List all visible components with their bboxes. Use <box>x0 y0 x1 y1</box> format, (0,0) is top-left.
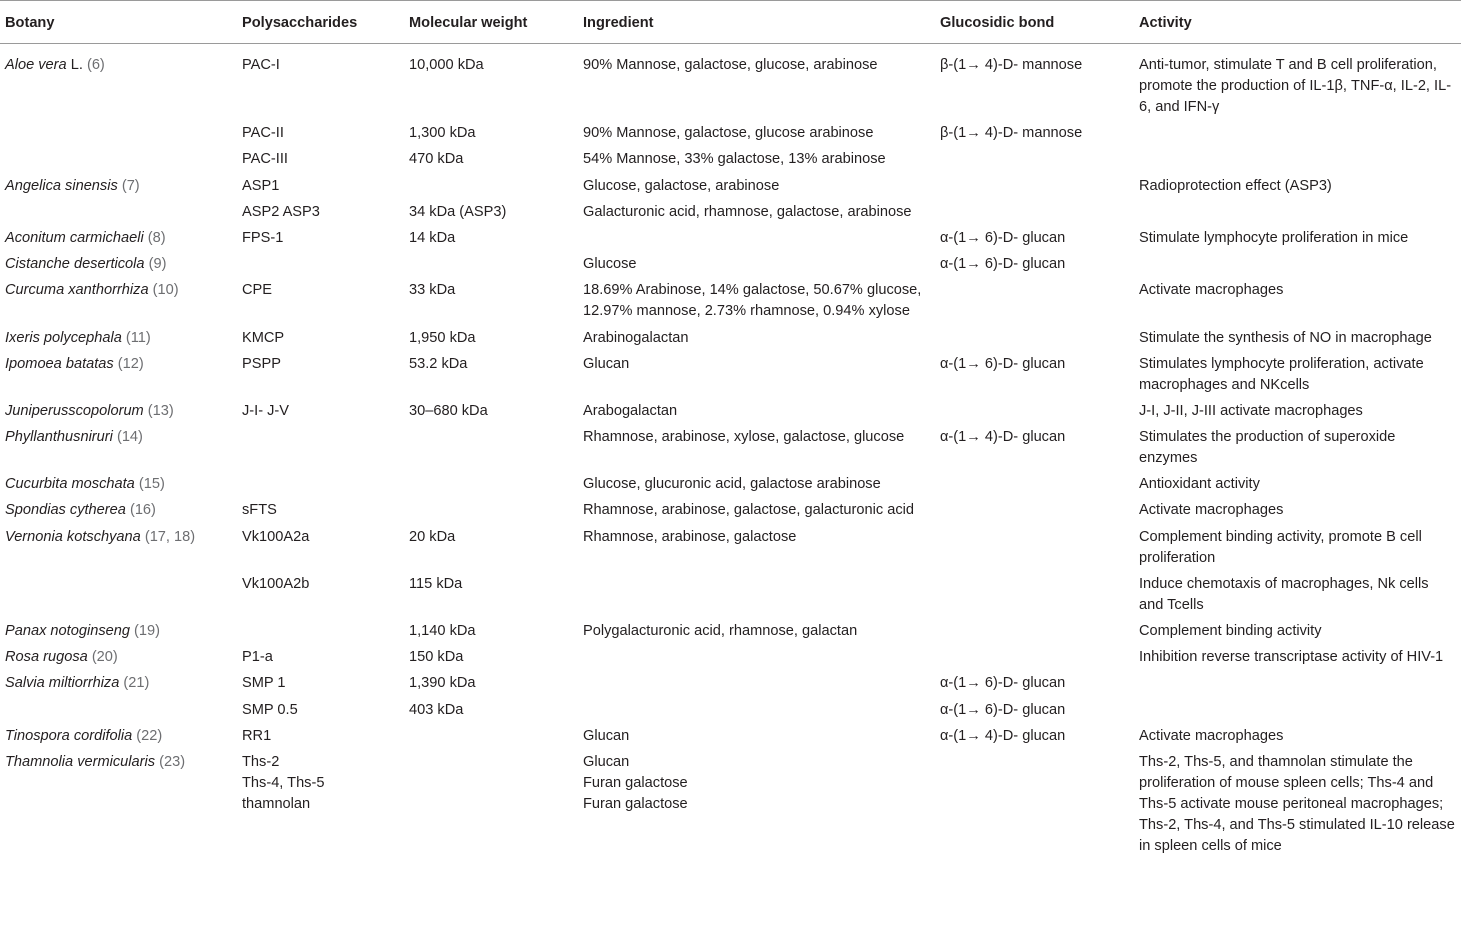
molecular-weight-cell: 14 kDa <box>409 229 456 246</box>
activity-cell: Antioxidant activity <box>1139 476 1260 493</box>
botany-name: Juniperusscopolorum <box>5 402 144 419</box>
glucosidic-bond-cell <box>935 173 1134 199</box>
reference-number: (19) <box>134 623 160 639</box>
molecular-weight-cell: 403 kDa <box>409 701 464 718</box>
table-row <box>0 199 1461 225</box>
botany-name: Aloe vera <box>5 57 67 73</box>
reference-number: (11) <box>125 329 151 346</box>
activity-cell: J-I, J-II, J-III activate macrophages <box>1139 402 1363 419</box>
reference-number: (21) <box>123 675 150 692</box>
molecular-weight-cell <box>404 252 578 278</box>
activity-cell: Complement binding activity, promote B cell proliferation <box>1139 528 1422 566</box>
botany-name: Panax notoginseng <box>5 623 130 639</box>
ingredient-cell <box>578 645 935 671</box>
botany-name: Cucurbita moschata <box>5 476 135 493</box>
botany-cell <box>0 645 237 671</box>
polysaccharide-cell <box>237 749 404 859</box>
polysaccharide-cell: Vk100A2a <box>242 528 310 545</box>
polysaccharide-cell: Vk100A2b <box>242 575 310 592</box>
molecular-weight-cell <box>404 498 578 524</box>
activity-cell: Activate macrophages <box>1139 502 1284 519</box>
activity-cell <box>1134 671 1461 697</box>
glucosidic-bond-cell <box>935 498 1134 524</box>
activity-cell: Stimulates lymphocyte proliferation, activate macrophages and NKcells <box>1139 355 1424 393</box>
glucosidic-bond-cell: α-(1→ 4)-D- glucan <box>940 727 1066 744</box>
table-row <box>0 278 1461 325</box>
botany-cell <box>0 325 237 351</box>
activity-cell: Anti-tumor, stimulate T and B cell proliferation, promote the production of IL-1β, TNF-α, IL-2, IL-6, and IFN-γ <box>1139 57 1452 115</box>
glucosidic-bond-cell: α-(1→ 6)-D- glucan <box>940 256 1066 273</box>
activity-cell: Activate macrophages <box>1139 727 1284 744</box>
reference-number: (15) <box>138 476 165 493</box>
botany-name: Salvia miltiorrhiza <box>5 675 120 692</box>
molecular-weight-cell: 1,390 kDa <box>409 675 476 692</box>
reference-number: (12) <box>117 355 144 372</box>
ingredient-line: Furan galactose <box>583 774 688 791</box>
activity-cell: Induce chemotaxis of macrophages, Nk cells and Tcells <box>1139 575 1429 613</box>
header-polysaccharides: Polysaccharides <box>242 15 358 31</box>
table-row <box>0 749 1461 859</box>
ingredient-line: Glucan <box>583 753 630 770</box>
ingredient-cell: Arabogalactan <box>583 402 678 419</box>
polysaccharide-cell: PAC-II <box>242 125 284 142</box>
botany-cell <box>0 44 237 121</box>
polysaccharide-cell: PAC-III <box>242 151 288 168</box>
molecular-weight-cell <box>404 472 578 498</box>
ingredient-cell <box>578 571 935 618</box>
ingredient-cell: Rhamnose, arabinose, galactose <box>583 528 797 545</box>
botany-name: Tinospora cordifolia <box>5 727 133 744</box>
ingredient-cell: Glucose, glucuronic acid, galactose arabinose <box>583 476 881 493</box>
polysaccharide-line: Ths-2 <box>242 753 280 770</box>
reference-number: (17, 18) <box>144 528 196 545</box>
glucosidic-bond-cell <box>935 199 1134 225</box>
activity-cell: Ths-2, Ths-5, and thamnolan stimulate the proliferation of mouse spleen cells; Ths-4 and Ths-5 activate mouse peritoneal macrophages; Ths-2, Ths-4, and Ths-5 stimulated IL-10 release in spleen cells of mice <box>1139 753 1455 854</box>
molecular-weight-cell: 150 kDa <box>409 649 464 666</box>
polysaccharide-cell <box>237 424 404 471</box>
ingredient-cell: Rhamnose, arabinose, galactose, galacturonic acid <box>583 502 914 519</box>
botany-cell <box>0 749 237 859</box>
ingredient-cell: Arabinogalactan <box>583 329 689 346</box>
botany-name: Aconitum carmichaeli <box>5 229 144 246</box>
polysaccharide-cell: CPE <box>242 282 273 299</box>
botany-cell <box>0 498 237 524</box>
polysaccharide-cell: ASP2 ASP3 <box>242 203 320 220</box>
header-row <box>0 1 1461 44</box>
table-row <box>0 571 1461 618</box>
ingredient-cell: Galacturonic acid, rhamnose, galactose, arabinose <box>583 203 912 220</box>
glucosidic-bond-cell <box>935 571 1134 618</box>
glucosidic-bond-cell: β-(1→ 4)-D- mannose <box>940 125 1083 142</box>
activity-cell <box>1134 121 1461 147</box>
reference-number: (13) <box>147 402 174 419</box>
glucosidic-bond-cell <box>935 398 1134 424</box>
header-activity: Activity <box>1139 15 1192 31</box>
glucosidic-bond-cell: α-(1→ 6)-D- glucan <box>940 229 1066 246</box>
molecular-weight-cell: 30–680 kDa <box>409 402 488 419</box>
polysaccharide-cell <box>237 472 404 498</box>
reference-number: (16) <box>129 502 156 519</box>
glucosidic-bond-cell: α-(1→ 4)-D- glucan <box>940 429 1066 446</box>
header-ingredient: Ingredient <box>583 15 654 31</box>
reference-number: (14) <box>116 429 143 446</box>
ingredient-cell: 18.69% Arabinose, 14% galactose, 50.67% glucose, 12.97% mannose, 2.73% rhamnose, 0.94% xylose <box>583 282 922 320</box>
molecular-weight-cell: 1,140 kDa <box>409 623 476 639</box>
polysaccharide-cell: PSPP <box>242 355 281 372</box>
botany-cell <box>0 618 237 644</box>
ingredient-cell: 90% Mannose, galactose, glucose, arabinose <box>583 57 878 73</box>
botany-cell <box>0 723 237 749</box>
activity-cell <box>1134 697 1461 723</box>
glucosidic-bond-cell <box>935 645 1134 671</box>
reference-number: (9) <box>148 256 167 273</box>
molecular-weight-cell <box>404 173 578 199</box>
table-row <box>0 498 1461 524</box>
botany-cell <box>0 571 237 618</box>
ingredient-line: Furan galactose <box>583 795 688 812</box>
polysaccharide-cell: SMP 1 <box>242 675 286 692</box>
polysaccharide-line: Ths-4, Ths-5 <box>242 774 325 791</box>
molecular-weight-cell: 20 kDa <box>409 528 456 545</box>
botany-cell <box>0 424 237 471</box>
reference-number: (22) <box>136 727 163 744</box>
botany-name: Rosa rugosa <box>5 649 88 666</box>
table-row <box>0 424 1461 471</box>
glucosidic-bond-cell: α-(1→ 6)-D- glucan <box>940 355 1066 372</box>
glucosidic-bond-cell: β-(1→ 4)-D- mannose <box>940 57 1083 73</box>
ingredient-cell <box>578 697 935 723</box>
polysaccharide-cell <box>237 618 404 644</box>
table-row <box>0 325 1461 351</box>
botany-cell <box>0 697 237 723</box>
table-row <box>0 645 1461 671</box>
glucosidic-bond-cell: α-(1→ 6)-D- glucan <box>940 675 1066 692</box>
header-molecular-weight: Molecular weight <box>409 15 528 31</box>
header-botany: Botany <box>5 15 55 31</box>
molecular-weight-cell <box>404 424 578 471</box>
table-row <box>0 44 1461 121</box>
glucosidic-bond-cell <box>935 472 1134 498</box>
botany-cell <box>0 147 237 173</box>
ingredient-cell: Glucose, galactose, arabinose <box>583 177 780 194</box>
botany-cell <box>0 351 237 398</box>
activity-cell <box>1134 147 1461 173</box>
table-row <box>0 697 1461 723</box>
botany-cell <box>0 524 237 571</box>
molecular-weight-cell <box>404 723 578 749</box>
botany-cell <box>0 472 237 498</box>
polysaccharide-cell: ASP1 <box>242 177 280 194</box>
polysaccharide-cell: SMP 0.5 <box>242 701 298 718</box>
ingredient-cell: Rhamnose, arabinose, xylose, galactose, glucose <box>583 429 905 446</box>
botany-name: Thamnolia vermicularis <box>5 753 156 770</box>
table-row <box>0 147 1461 173</box>
table-row <box>0 398 1461 424</box>
glucosidic-bond-cell <box>935 325 1134 351</box>
glucosidic-bond-cell <box>935 147 1134 173</box>
reference-number: (8) <box>147 229 166 246</box>
polysaccharide-cell: RR1 <box>242 727 272 744</box>
botany-cell <box>0 199 237 225</box>
table-row <box>0 524 1461 571</box>
polysaccharide-cell: KMCP <box>242 329 285 346</box>
botany-name: Ixeris polycephala <box>5 329 122 346</box>
activity-cell: Stimulate lymphocyte proliferation in mice <box>1139 229 1409 246</box>
botany-cell <box>0 398 237 424</box>
polysaccharide-cell: FPS-1 <box>242 229 284 246</box>
molecular-weight-cell: 53.2 kDa <box>409 355 468 372</box>
table-row <box>0 173 1461 199</box>
table-row <box>0 121 1461 147</box>
ingredient-cell <box>578 671 935 697</box>
ingredient-cell: Glucan <box>583 727 630 744</box>
glucosidic-bond-cell <box>935 278 1134 325</box>
ingredient-cell <box>578 225 935 251</box>
table-row <box>0 618 1461 644</box>
ingredient-cell <box>578 749 935 859</box>
molecular-weight-cell: 34 kDa (ASP3) <box>409 203 507 220</box>
reference-number: (23) <box>159 753 186 770</box>
activity-cell <box>1134 199 1461 225</box>
botany-name: Angelica sinensis <box>5 177 118 194</box>
botany-cell <box>0 173 237 199</box>
botany-name: Phyllanthusniruri <box>5 429 113 446</box>
ingredient-cell: 54% Mannose, 33% galactose, 13% arabinose <box>583 151 886 168</box>
botany-cell <box>0 671 237 697</box>
ingredient-cell: 90% Mannose, galactose, glucose arabinose <box>583 125 874 142</box>
botany-name: Spondias cytherea <box>5 502 126 519</box>
reference-number: (20) <box>91 649 118 666</box>
molecular-weight-cell: 1,950 kDa <box>409 329 476 346</box>
botany-suffix: L. <box>66 57 83 73</box>
reference-number: (6) <box>86 57 105 73</box>
activity-cell: Activate macrophages <box>1139 282 1284 299</box>
molecular-weight-cell: 1,300 kDa <box>409 125 476 142</box>
activity-cell: Inhibition reverse transcriptase activity of HIV-1 <box>1139 649 1444 666</box>
table-row <box>0 225 1461 251</box>
table-row <box>0 671 1461 697</box>
glucosidic-bond-cell <box>935 618 1134 644</box>
botany-name: Ipomoea batatas <box>5 355 114 372</box>
polysaccharide-cell: sFTS <box>242 502 277 519</box>
activity-cell: Stimulate the synthesis of NO in macrophage <box>1139 329 1432 346</box>
molecular-weight-cell: 470 kDa <box>409 151 464 168</box>
molecular-weight-cell <box>404 749 578 859</box>
activity-cell: Radioprotection effect (ASP3) <box>1139 177 1332 194</box>
botany-name: Curcuma xanthorrhiza <box>5 282 149 299</box>
polysaccharide-cell: P1-a <box>242 649 273 666</box>
table-row <box>0 472 1461 498</box>
table-row <box>0 252 1461 278</box>
activity-cell: Complement binding activity <box>1139 623 1322 639</box>
reference-number: (10) <box>152 282 179 299</box>
botany-name: Cistanche deserticola <box>5 256 145 273</box>
ingredient-cell: Polygalacturonic acid, rhamnose, galactan <box>583 623 858 639</box>
molecular-weight-cell: 115 kDa <box>409 575 463 592</box>
botany-name: Vernonia kotschyana <box>5 528 141 545</box>
ingredient-cell: Glucan <box>583 355 630 372</box>
ingredient-cell: Glucose <box>583 256 637 273</box>
header-glucosidic-bond: Glucosidic bond <box>940 15 1055 31</box>
activity-cell: Stimulates the production of superoxide enzymes <box>1139 429 1396 467</box>
table-row <box>0 351 1461 398</box>
polysaccharide-cell: PAC-I <box>242 57 280 73</box>
polysaccharide-line: thamnolan <box>242 795 311 812</box>
glucosidic-bond-cell <box>935 749 1134 859</box>
reference-number: (7) <box>121 177 140 194</box>
polysaccharide-cell <box>237 252 404 278</box>
botany-cell <box>0 121 237 147</box>
molecular-weight-cell: 10,000 kDa <box>409 57 484 73</box>
botany-cell <box>0 252 237 278</box>
botany-cell <box>0 225 237 251</box>
table-row <box>0 723 1461 749</box>
glucosidic-bond-cell: α-(1→ 6)-D- glucan <box>940 701 1066 718</box>
glucosidic-bond-cell <box>935 524 1134 571</box>
molecular-weight-cell: 33 kDa <box>409 282 456 299</box>
activity-cell <box>1134 252 1461 278</box>
polysaccharide-cell: J-I- J-V <box>242 402 290 419</box>
botany-cell <box>0 278 237 325</box>
